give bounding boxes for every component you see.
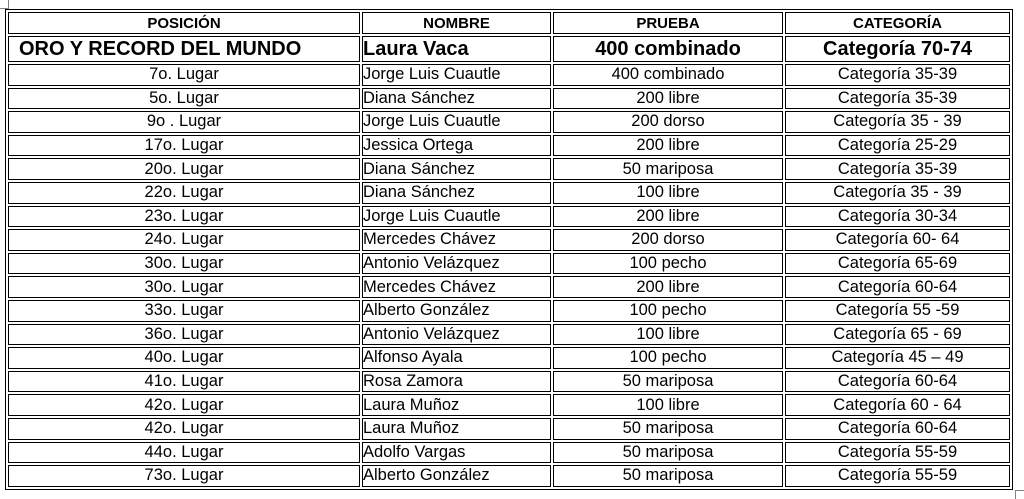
table-row [8,465,1010,487]
row-category: Categoría 35-39 [785,158,1010,180]
row-category: Categoría 60-64 [785,418,1010,440]
table-row [8,276,1010,298]
highlight-event: 400 combinado [553,36,783,62]
row-event: 100 libre [553,394,783,416]
row-position: 73o. Lugar [8,465,360,487]
table-row [8,111,1010,133]
header-category: CATEGORÍA [785,12,1010,34]
row-name: Alberto González [362,465,551,487]
row-position: 30o. Lugar [8,253,360,275]
table-row [8,253,1010,275]
table-row [8,347,1010,369]
highlight-position: ORO Y RECORD DEL MUNDO [8,36,360,62]
table-row [8,442,1010,464]
row-position: 23o. Lugar [8,206,360,228]
table-row [8,206,1010,228]
row-name: Antonio Velázquez [362,324,551,346]
row-category: Categoría 65 - 69 [785,324,1010,346]
row-event: 50 mariposa [553,371,783,393]
row-event: 400 combinado [553,64,783,86]
row-event: 100 pecho [553,347,783,369]
row-name: Jorge Luis Cuautle [362,206,551,228]
row-name: Diana Sánchez [362,182,551,204]
highlight-category: Categoría 70-74 [785,36,1010,62]
row-position: 40o. Lugar [8,347,360,369]
table-row [8,182,1010,204]
row-category: Categoría 60 - 64 [785,394,1010,416]
header-name: NOMBRE [362,12,551,34]
row-position: 41o. Lugar [8,371,360,393]
row-category: Categoría 60- 64 [785,229,1010,251]
row-name: Laura Muñoz [362,394,551,416]
row-category: Categoría 60-64 [785,276,1010,298]
table-row [8,371,1010,393]
row-position: 5o. Lugar [8,88,360,110]
header-position: POSICIÓN [8,12,360,34]
row-event: 200 libre [553,88,783,110]
row-position: 7o. Lugar [8,64,360,86]
row-position: 22o. Lugar [8,182,360,204]
row-event: 200 dorso [553,111,783,133]
table-row [8,64,1010,86]
page-corner-mark-bottom-right [1015,490,1024,499]
row-event: 50 mariposa [553,442,783,464]
page-corner-mark-top-left [0,0,9,9]
row-event: 100 pecho [553,253,783,275]
row-category: Categoría 65-69 [785,253,1010,275]
row-name: Jorge Luis Cuautle [362,111,551,133]
row-position: 36o. Lugar [8,324,360,346]
row-event: 50 mariposa [553,418,783,440]
table-row [8,394,1010,416]
table-row [8,88,1010,110]
row-position: 24o. Lugar [8,229,360,251]
table-row [8,300,1010,322]
row-event: 50 mariposa [553,158,783,180]
row-name: Diana Sánchez [362,88,551,110]
row-event: 200 libre [553,206,783,228]
highlight-name: Laura Vaca [362,36,551,62]
row-name: Jorge Luis Cuautle [362,64,551,86]
row-position: 20o. Lugar [8,158,360,180]
highlight-row [8,36,1010,62]
row-category: Categoría 45 – 49 [785,347,1010,369]
row-name: Alberto González [362,300,551,322]
row-name: Alfonso Ayala [362,347,551,369]
row-category: Categoría 25-29 [785,135,1010,157]
row-position: 30o. Lugar [8,276,360,298]
row-category: Categoría 35 - 39 [785,111,1010,133]
row-name: Mercedes Chávez [362,229,551,251]
row-category: Categoría 55-59 [785,442,1010,464]
row-name: Diana Sánchez [362,158,551,180]
row-event: 200 libre [553,135,783,157]
row-category: Categoría 60-64 [785,371,1010,393]
table-row [8,324,1010,346]
row-category: Categoría 55-59 [785,465,1010,487]
row-event: 200 libre [553,276,783,298]
table-row [8,418,1010,440]
row-category: Categoría 35-39 [785,64,1010,86]
row-event: 100 pecho [553,300,783,322]
row-event: 100 libre [553,324,783,346]
header-event: PRUEBA [553,12,783,34]
row-name: Antonio Velázquez [362,253,551,275]
table-row [8,135,1010,157]
row-category: Categoría 30-34 [785,206,1010,228]
row-category: Categoría 55 -59 [785,300,1010,322]
row-position: 17o. Lugar [8,135,360,157]
table-row [8,229,1010,251]
results-table [5,9,1013,490]
header-row [8,12,1010,34]
row-position: 42o. Lugar [8,418,360,440]
row-event: 50 mariposa [553,465,783,487]
row-category: Categoría 35-39 [785,88,1010,110]
row-event: 200 dorso [553,229,783,251]
row-name: Mercedes Chávez [362,276,551,298]
row-position: 9o . Lugar [8,111,360,133]
row-category: Categoría 35 - 39 [785,182,1010,204]
row-event: 100 libre [553,182,783,204]
row-name: Adolfo Vargas [362,442,551,464]
row-position: 33o. Lugar [8,300,360,322]
row-name: Laura Muñoz [362,418,551,440]
row-name: Jessica Ortega [362,135,551,157]
row-name: Rosa Zamora [362,371,551,393]
row-position: 44o. Lugar [8,442,360,464]
row-position: 42o. Lugar [8,394,360,416]
table-row [8,158,1010,180]
